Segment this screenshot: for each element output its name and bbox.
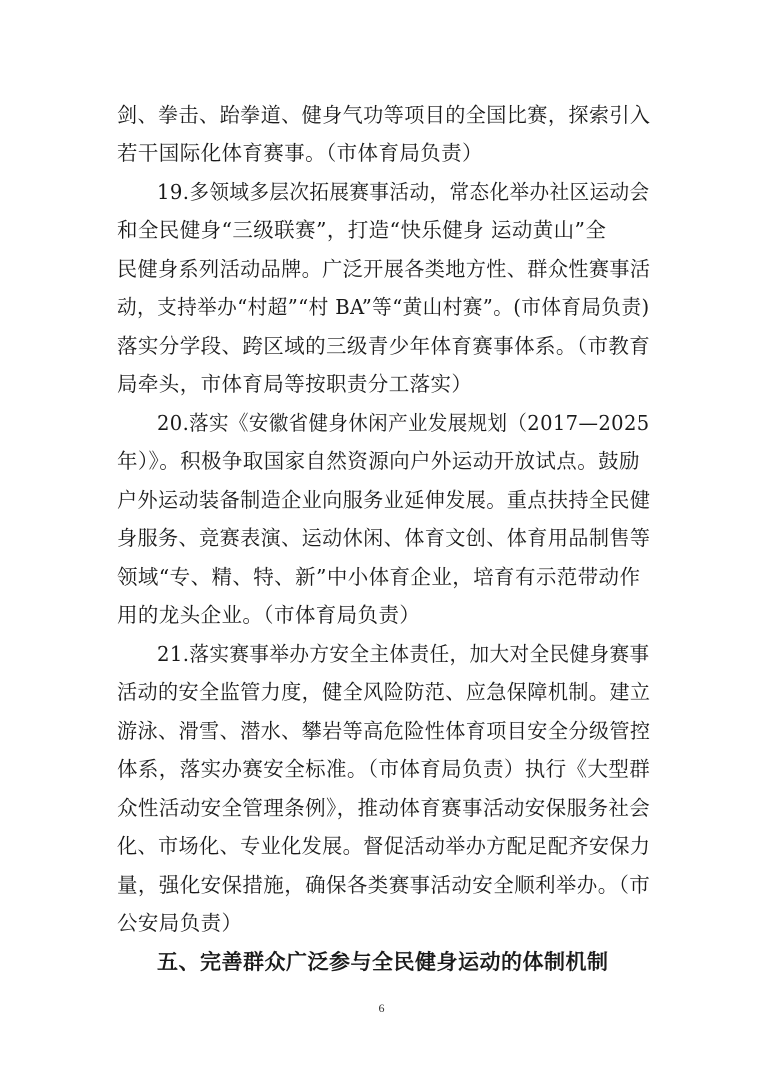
text-line: 量，强化安保措施，确保各类赛事活动安全顺利举办。（市 [117, 873, 651, 897]
text-line: 公安局负责） [117, 911, 243, 935]
text-line: 化、市场化、专业化发展。督促活动举办方配足配齐安保力 [117, 834, 651, 858]
text-line: 20.落实《安徽省健身休闲产业发展规划（2017—2025 [157, 411, 650, 435]
text-line: 众性活动安全管理条例》，推动体育赛事活动安保服务社会 [117, 796, 651, 820]
page-number: 6 [378, 1001, 385, 1015]
text-line: 民健身系列活动品牌。广泛开展各类地方性、群众性赛事活 [117, 257, 651, 281]
text-line: 落实分学段、跨区域的三级青少年体育赛事体系。（市教育 [117, 334, 651, 358]
text-line: 领域“专、精、特、新”中小体育企业，培育有示范带动作 [117, 565, 641, 589]
section-heading: 五、完善群众广泛参与全民健身运动的体制机制 [157, 950, 609, 974]
text-line: 动，支持举办“村超”“村 BA”等“黄山村赛”。(市体育局负责) [117, 295, 650, 319]
text-line: 若干国际化体育赛事。（市体育局负责） [117, 141, 483, 165]
text-line: 21.落实赛事举办方安全主体责任，加大对全民健身赛事 [157, 642, 650, 666]
text-line: 剑、拳击、跆拳道、健身气功等项目的全国比赛，探索引入 [117, 103, 651, 127]
text-line: 活动的安全监管力度，健全风险防范、应急保障机制。建立 [117, 680, 651, 704]
text-line: 游泳、滑雪、潜水、攀岩等高危险性体育项目安全分级管控 [117, 719, 651, 743]
text-line: 局牵头，市体育局等按职责分工落实） [117, 372, 473, 396]
text-line: 和全民健身“三级联赛”，打造“快乐健身 运动黄山”全 [117, 218, 607, 242]
text-line: 身服务、竞赛表演、运动休闲、体育文创、体育用品制售等 [117, 526, 651, 550]
text-line: 用的龙头企业。（市体育局负责） [117, 603, 421, 627]
text-line: 户外运动装备制造企业向服务业延伸发展。重点扶持全民健 [117, 488, 651, 512]
text-line: 年）》。积极争取国家自然资源向户外运动开放试点。鼓励 [117, 449, 640, 473]
text-line: 体系，落实办赛安全标准。（市体育局负责）执行《大型群 [117, 757, 651, 781]
text-line: 19.多领域多层次拓展赛事活动，常态化举办社区运动会 [157, 180, 650, 204]
